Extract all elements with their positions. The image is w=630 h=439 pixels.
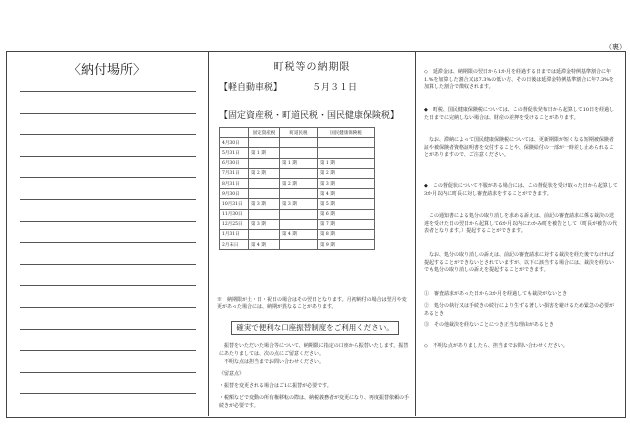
payment-place-line <box>20 134 196 135</box>
table-row <box>220 240 375 250</box>
payment-place-line <box>20 372 196 373</box>
table-cell: 第 1 期 <box>249 148 280 158</box>
table-header-cell: 国民健康保険税 <box>318 128 375 138</box>
table-row <box>220 168 375 178</box>
table-cell: 第 2 期 <box>318 168 375 178</box>
notice-seizure: ◆ 町税、国民健康保険税については、この督促状発布日から起算して10日を経過した日までに完納しない場合は、財産の差押を受けることがあります。 <box>424 107 615 121</box>
table-cell: 第 2 期 <box>249 168 280 178</box>
table-cell: 第 9 期 <box>318 240 375 250</box>
due-date-title: 町税等の納期限 <box>273 62 351 73</box>
notes-item2: ・税額などで変動の所有権移転の際は、納税義務者が変更になり、再度振替依頼の手続きが必要です。 <box>219 395 410 409</box>
kei-car-tax-label: 【軽自動車税】 <box>219 83 283 93</box>
table-cell: 11月30日 <box>220 209 249 219</box>
payment-place-line <box>20 285 196 286</box>
table-cell: 第 4 期 <box>280 229 318 239</box>
notice-insurance: なお、滞納によって国民健康保険税については、更新期限が短くなる短期被保険者証や被保険者資格証明書を交付することや、保険給付の一部が一時差し止められることがありますので、ご注意ください。 <box>424 137 614 159</box>
table-cell: 第 3 期 <box>249 219 280 229</box>
property-tax-section-label: 【固定資産税・町道民税・国民健康保険税】 <box>219 111 400 121</box>
kei-car-tax-date: ５月３１日 <box>312 83 358 93</box>
table-cell <box>280 189 318 199</box>
table-note: ※ 納期限が土・日・祝日の場合はその翌日となります。月初納付の場合は翌月や変更があった場合には、納期が異なることがあります。 <box>217 297 407 310</box>
payment-place-line <box>20 242 196 243</box>
table-cell: 10月31日 <box>220 199 249 209</box>
table-cell: 4月30日 <box>220 138 249 148</box>
table-cell: 8月31日 <box>220 178 249 188</box>
table-cell <box>249 138 280 148</box>
payment-place-line <box>20 307 196 308</box>
table-cell <box>280 240 318 250</box>
table-cell: 第 7 期 <box>318 219 375 229</box>
payment-place-line <box>20 221 196 222</box>
table-cell: 12月25日 <box>220 219 249 229</box>
table-header-cell: 町道民税 <box>280 128 318 138</box>
table-cell: 第 4 期 <box>249 240 280 250</box>
table-cell <box>249 209 280 219</box>
notice-item2: ② 処分の執行又は手続きの続行により生ずる著しい損害を避けるため緊急の必要があるとき <box>424 303 615 317</box>
table-cell <box>280 219 318 229</box>
auto-debit-banner: 確実で便利な口座振替制度をご利用ください。 <box>231 321 399 335</box>
table-cell <box>249 229 280 239</box>
table-cell <box>249 189 280 199</box>
table-cell <box>280 138 318 148</box>
table-header-row <box>220 128 375 138</box>
table-cell: 9月30日 <box>220 189 249 199</box>
notice-appeal: ◆ この督促状について不服がある場合には、この督促状を受け取った日から起算して3か月以内に町長に対し審査請求をすることができます。 <box>424 183 618 197</box>
table-cell <box>280 168 318 178</box>
table-row <box>220 189 375 199</box>
due-date-table <box>219 127 375 250</box>
notice-exception: なお、処分の取り消しの訴えは、前記の審査請求に対する裁決を経た後でなければ提起することができないとされていますが、以下に該当する場合には、裁決を経ないでも処分の取り消しの訴えを提起することができます。 <box>424 252 615 274</box>
auto-debit-para1: 振替をいただいた場合等について、納期限に指定の口座から振替いたします。振替にあたりましては、次の点にご留意ください。 <box>219 343 409 357</box>
table-cell <box>318 148 375 158</box>
table-cell: 第 1 期 <box>280 158 318 168</box>
table-row <box>220 199 375 209</box>
payment-place-line <box>20 393 196 394</box>
payment-place-line <box>20 113 196 114</box>
table-cell: 1月31日 <box>220 229 249 239</box>
table-cell <box>249 158 280 168</box>
notes-heading: 《留意点》 <box>219 371 245 377</box>
table-header-cell <box>220 128 249 138</box>
table-cell: 5月31日 <box>220 148 249 158</box>
table-row <box>220 209 375 219</box>
payment-place-line <box>20 177 196 178</box>
payment-place-column <box>6 51 209 416</box>
table-cell <box>280 209 318 219</box>
table-cell <box>318 138 375 148</box>
table-cell <box>249 178 280 188</box>
payment-place-title: 〈納付場所〉 <box>67 63 146 78</box>
notice-item1: ① 審査請求があった日から3か月を経過しても裁決がないとき <box>424 291 568 297</box>
table-cell: 第 3 期 <box>249 199 280 209</box>
table-cell: 第 3 期 <box>318 178 375 188</box>
table-cell: 第 8 期 <box>318 229 375 239</box>
table-cell: 第 3 期 <box>280 199 318 209</box>
table-cell: 6月30日 <box>220 158 249 168</box>
table-row <box>220 158 375 168</box>
notice-item3: ③ その他裁決を経ないことにつき正当な理由があるとき <box>424 322 554 328</box>
notice-contact: ◇ 不明な点がありましたら、担当までお問い合わせください。 <box>424 343 568 349</box>
payment-place-line <box>20 156 196 157</box>
table-row <box>220 138 375 148</box>
notice-column <box>416 51 624 416</box>
kei-car-tax-section <box>219 80 357 93</box>
payment-place-line <box>20 264 196 265</box>
table-row <box>220 219 375 229</box>
notice-lawsuit: この通知書による処分の取り消しを求める訴えは、前記の審査請求に係る裁決の送達を受けた日の翌日から起算して6か月以内にわかみ町を被告として（町長が被告の代表者となります。）提起することができます。 <box>424 213 618 235</box>
auto-debit-para2: 不明な点は担当までお問い合わせください。 <box>219 359 325 365</box>
payment-place-line <box>20 350 196 351</box>
table-row <box>220 229 375 239</box>
payment-place-line <box>20 91 196 92</box>
table-row <box>220 148 375 158</box>
payment-place-line <box>20 199 196 200</box>
table-row <box>220 178 375 188</box>
page-label: （裏） <box>605 43 626 51</box>
notes-item1: ・振替を変更される場合はご1に振替が必要です。 <box>219 383 332 389</box>
table-cell: 第 4 期 <box>318 189 375 199</box>
table-cell: 第 6 期 <box>318 209 375 219</box>
table-cell: 第 1 期 <box>318 158 375 168</box>
table-cell <box>280 148 318 158</box>
table-cell: 2月末日 <box>220 240 249 250</box>
table-cell: 第 2 期 <box>280 178 318 188</box>
due-date-column <box>209 51 416 416</box>
table-header-cell: 固定資産税 <box>249 128 280 138</box>
payment-place-line <box>20 329 196 330</box>
notice-penalty: ◇ 延滞金は、納期限の翌日から1か月を経過する日までは延滞金特例基準割合に年1.%を加算した割合又は7.3%の低い方、その日後は延滞金特例基準割合に年7.3%を加算した割合で徴収されます。 <box>424 69 614 91</box>
table-cell: 第 5 期 <box>318 199 375 209</box>
table-cell: 7月31日 <box>220 168 249 178</box>
